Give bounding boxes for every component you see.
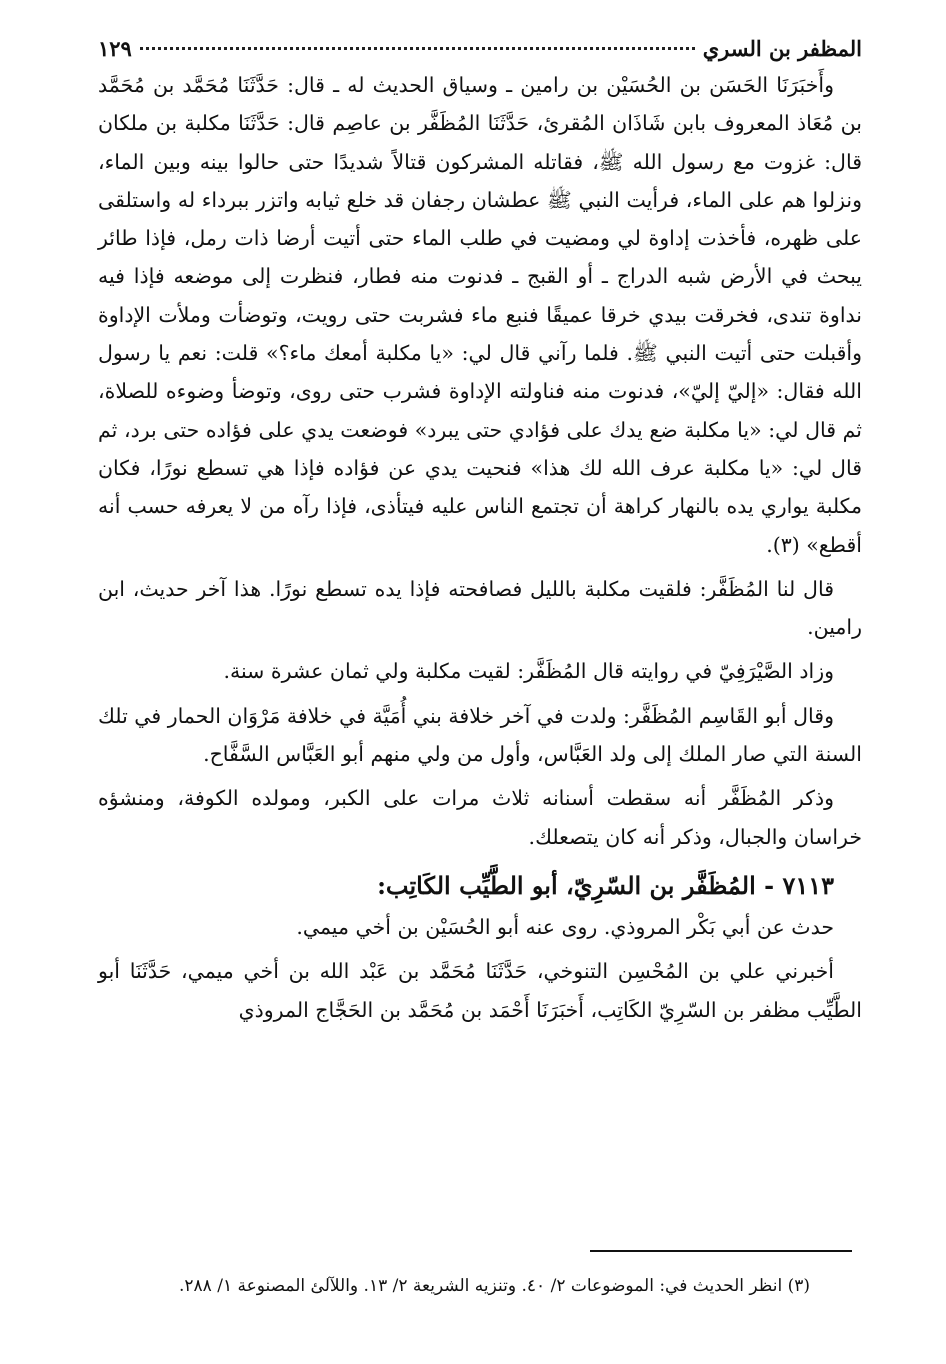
page-number: ١٢٩ bbox=[98, 36, 132, 61]
entry-heading: ٧١١٣ - المُظَفَّر بن السّرِيّ، أبو الطَّيِّب الكَاتِب: bbox=[377, 870, 834, 900]
footnote: (٣) انظر الحديث في: الموضوعات ٢/ ٤٠. وتنزيه الشريعة ٢/ ١٣. واللآلئ المصنوعة ١/ ٢٨٨. bbox=[178, 1276, 810, 1296]
text-paragraph: قال لنا المُظَفَّر: فلقيت مكلبة بالليل فصافحته فإذا يده تسطع نورًا. هذا آخر حديث، ابن رامين. bbox=[98, 576, 862, 640]
text-paragraph: وزاد الصَّيْرَفِيّ في روايته قال المُظَفَّر: لقيت مكلبة ولي ثمان عشرة سنة. bbox=[223, 659, 834, 684]
header-dot-leader bbox=[140, 47, 695, 50]
entry-paragraph: حدث عن أبي بَكْر المروذي. روى عنه أبو الحُسَيْن بن أخي ميمي. bbox=[296, 914, 834, 939]
running-header bbox=[98, 32, 862, 66]
footnote-divider bbox=[590, 1250, 852, 1252]
book-page bbox=[98, 32, 862, 1029]
running-header-title: المظفر بن السري bbox=[702, 36, 862, 61]
text-paragraph: وقال أبو القَاسِم المُظَفَّر: ولدت في آخر خلافة بني أُمَيَّة في خلافة مَرْوَان الحمار في تلك السنة التي صار الملك إلى ولد العَبَّاس، وأول من ولي منهم أبو العَبَّاس السَّفَّاح. bbox=[98, 703, 862, 767]
entry-paragraph: أخبرني علي بن المُحْسِن التنوخي، حَدَّثَنَا مُحَمَّد بن عَبْد الله بن أخي ميمي، حَدَّثَنَا أبو الطَّيِّب مظفر بن السّرِيّ الكَاتِب، أَخبَرَنَا أَحْمَد بن مُحَمَّد بن الحَجَّاج المروذي bbox=[98, 959, 862, 1022]
text-paragraph: وذكر المُظَفَّر أنه سقطت أسنانه ثلاث مرات على الكبر، ومولده الكوفة، ومنشؤه خراسان والجبال، وذكر أنه كان يتصعلك. bbox=[98, 786, 862, 849]
hadith-paragraph: وأَخبَرَنَا الحَسَن بن الحُسَيْن بن رامين ـ وسياق الحديث له ـ قال: حَدَّثَنَا مُحَمَّد بن مُحَمَّد بن مُعَاذ المعروف بابن شَاذَان المُقرئ، حَدَّثَنَا المُظَفَّر بن عاصِم قال: حَدَّثَنَا مكلبة بن ملكان قال: غزوت مع رسول الله ﷺ، فقاتله المشركون قتالاً شديدًا حتى حالوا بينه وبين الماء، ونزلوا هم على الماء، فرأيت النبي ﷺ عطشان رجفان قد خلع ثيابه واتزر ببرداء له واستلقى على ظهره، فأخذت إداوة لي ومضيت في طلب الماء حتى أتيت أرضا ذات رمل، فإذا طائر يبحث في الأرض شبه الدراج ـ أو القبج ـ فدنوت منه فطار، فنظرت إلى موضعه فإذا فيه نداوة تندى، فخرقت بيدي خرقا عميقًا فنبع ماء فشربت حتى رويت، وتوضأت وملأت الإداوة وأقبلت حتى أتيت النبي ﷺ. فلما رآني قال لي: «يا مكلبة أمعك ماء؟» قلت: نعم يا رسول الله فقال: «إليّ إليّ»، فدنوت منه فناولته الإداوة فشرب حتى روى، وتوضأ وضوءه للصلاة، ثم قال لي: «يا مكلبة ضع يدك على فؤادي حتى يبرد» فوضعت يدي على فؤاده حتى برد، ثم قال لي: «يا مكلبة عرف الله لك هذا» فنحيت يدي عن فؤاده فإذا هي تسطع نورًا، فكان مكلبة يواري يده بالنهار كراهة أن تجتمع الناس عليه فيتأذى، فإذا رآه من لا يعرفه حسب أنه أقطع» (٣). bbox=[98, 73, 862, 557]
main-text bbox=[98, 66, 862, 1029]
